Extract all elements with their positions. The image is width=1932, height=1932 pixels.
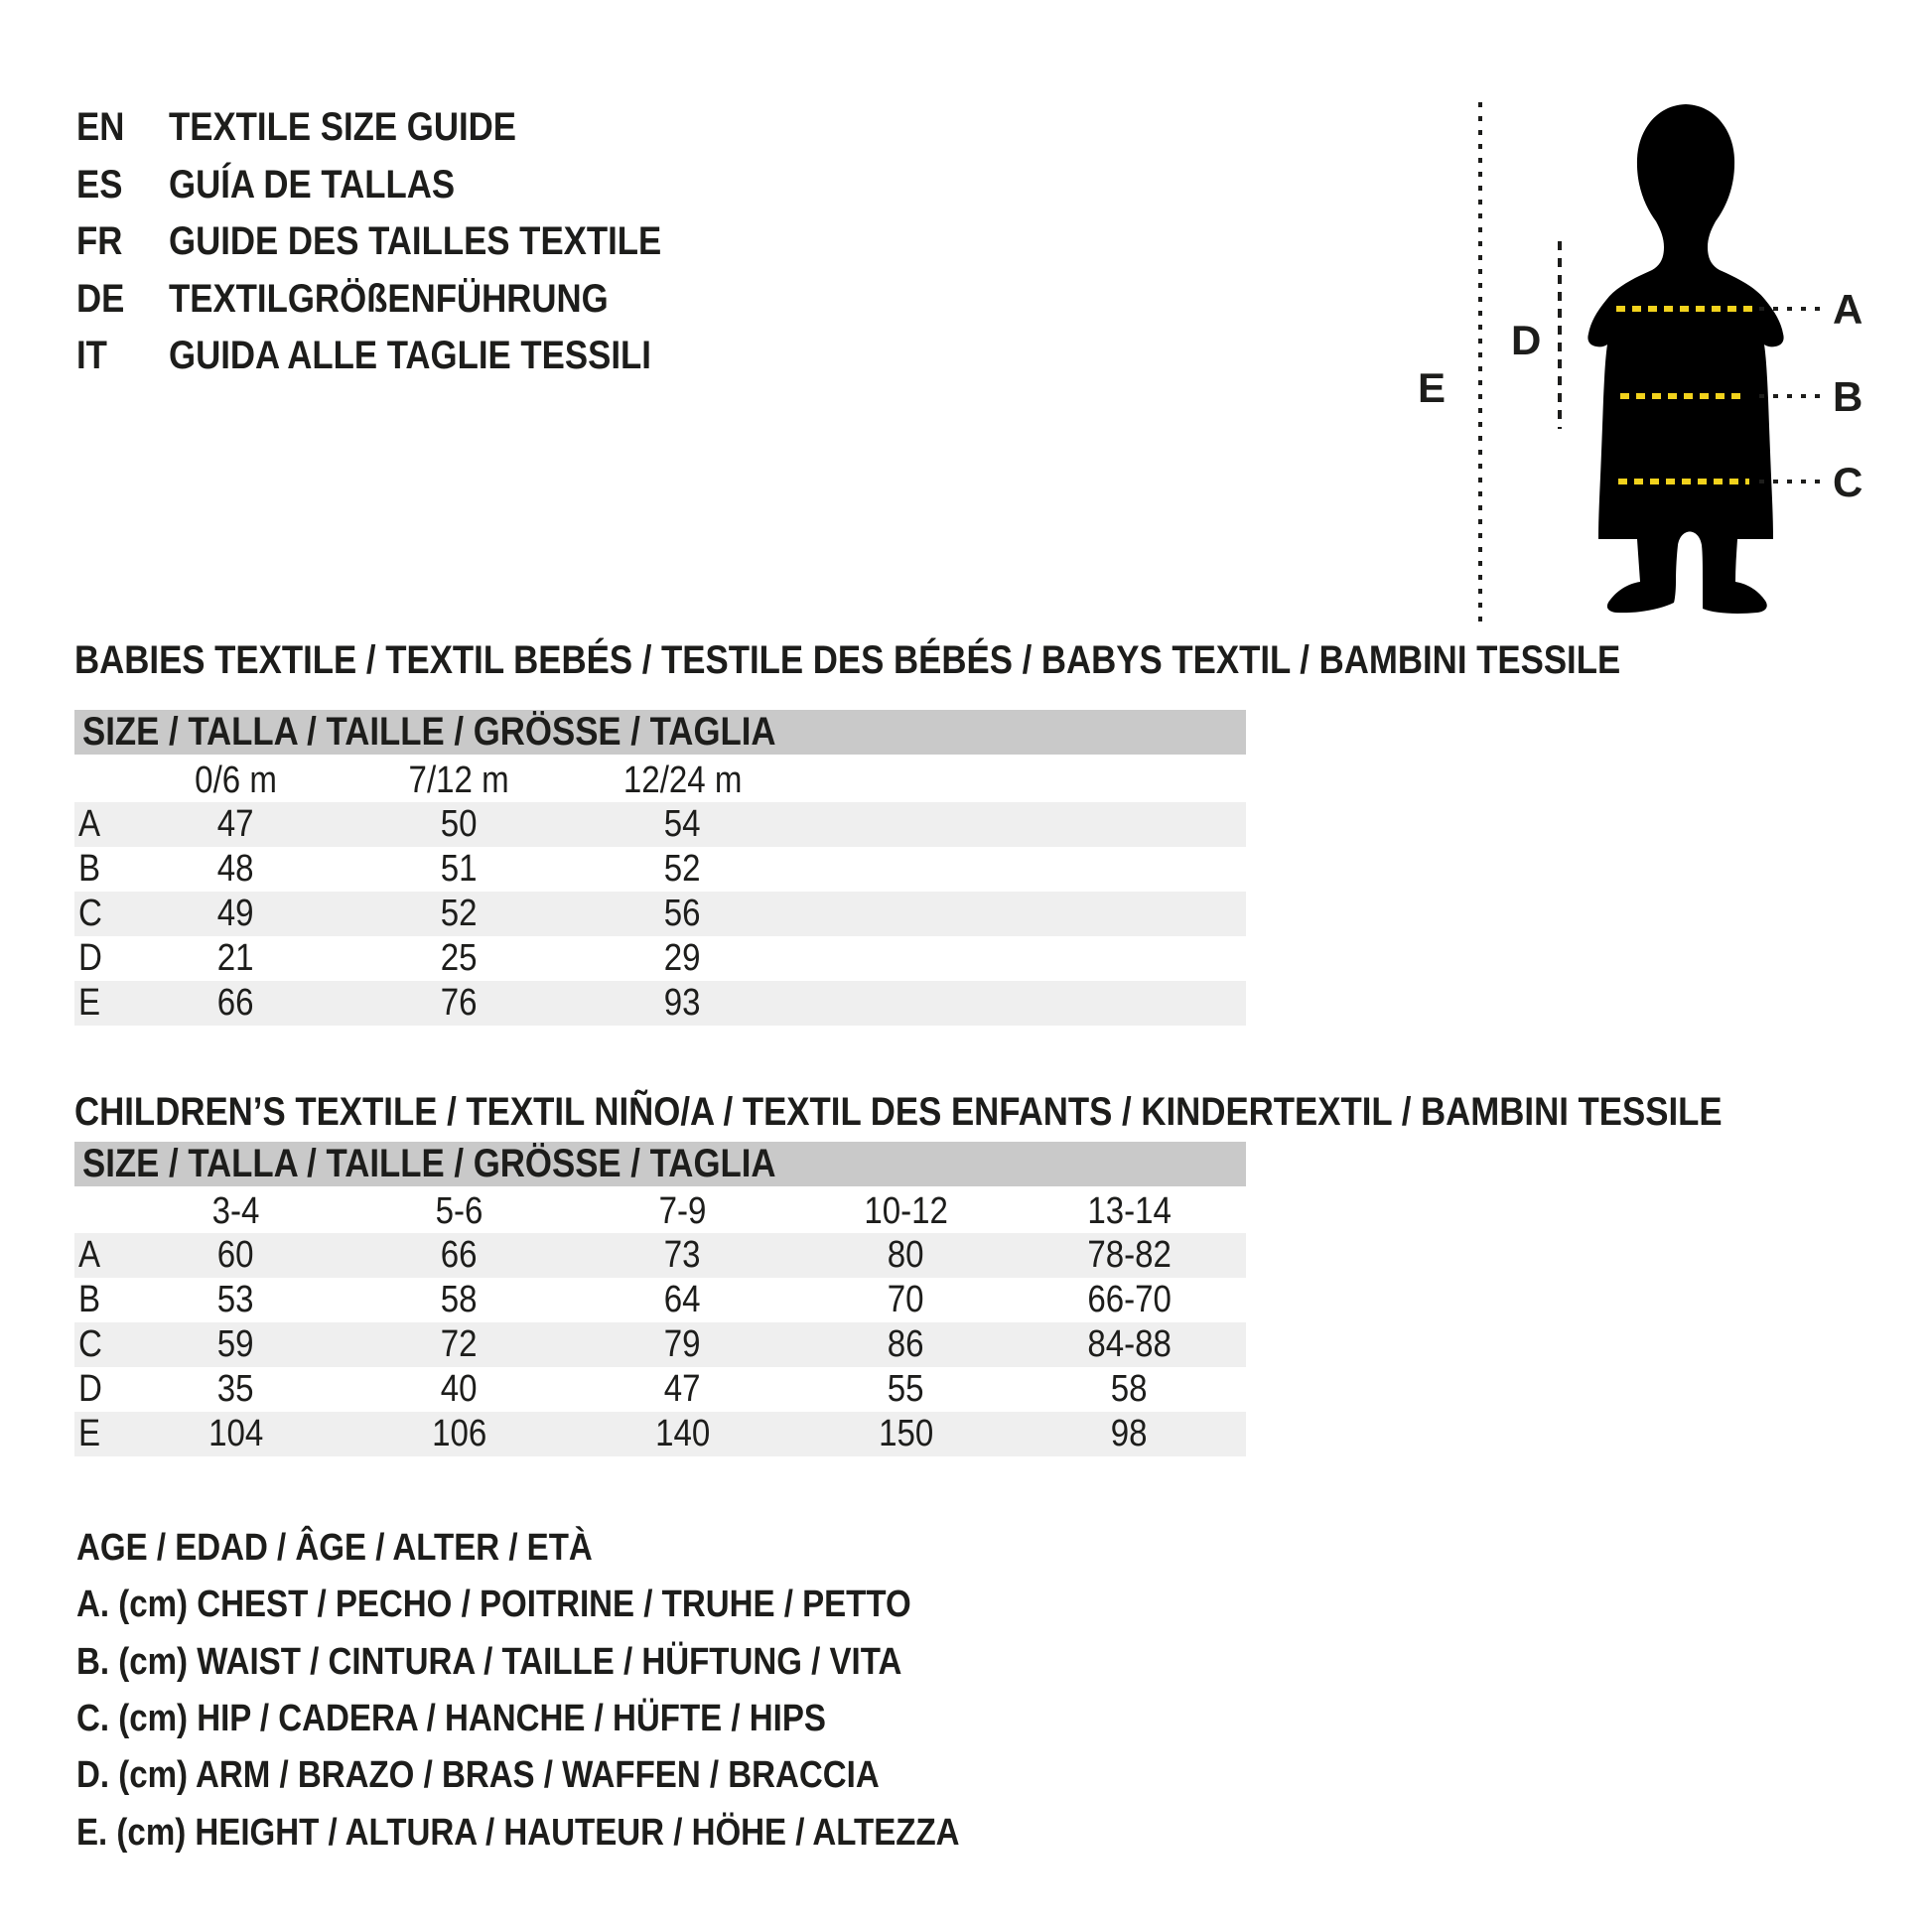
measurement-figure <box>1410 60 1926 655</box>
children-col-2: 7-9 <box>658 1190 707 1232</box>
table-row: D 21 25 29 <box>78 937 701 979</box>
table-row: B 48 51 52 <box>78 848 701 890</box>
measurement-legend <box>76 1520 1091 1862</box>
figure-label-b: B <box>1833 373 1863 420</box>
title-de: TEXTILGRÖßENFÜHRUNG <box>169 276 609 321</box>
title-en: TEXTILE SIZE GUIDE <box>169 105 516 150</box>
legend-height-line: E. (cm) HEIGHT / ALTURA / HAUTEUR / HÖHE / ALTEZZA <box>76 1811 960 1854</box>
legend-waist-line: B. (cm) WAIST / CINTURA / TAILLE / HÜFTUNG / VITA <box>76 1640 902 1683</box>
children-size-table <box>74 1190 1246 1456</box>
babies-size-table <box>74 759 1246 1026</box>
legend-chest-line: A. (cm) CHEST / PECHO / POITRINE / TRUHE / PETTO <box>76 1584 911 1626</box>
child-silhouette <box>1587 104 1783 614</box>
children-size-header-bar <box>74 1142 1246 1186</box>
table-header-row <box>74 1190 1246 1233</box>
table-row: B 53 58 64 70 66-70 <box>78 1279 1172 1320</box>
figure-label-a: A <box>1833 286 1863 333</box>
table-row: C 59 72 79 86 84-88 <box>74 1322 1246 1367</box>
babies-col-1: 7/12 m <box>408 759 510 801</box>
table-row: E 104 106 140 150 98 <box>74 1412 1246 1456</box>
list-item <box>76 157 735 214</box>
table-row: D 35 40 47 55 58 <box>78 1368 1148 1410</box>
title-fr: GUIDE DES TAILLES TEXTILE <box>169 219 662 264</box>
lang-code-fr: FR <box>76 219 123 264</box>
figure-label-e: E <box>1418 364 1447 411</box>
table-row: C 49 52 56 <box>74 892 1246 936</box>
list-item <box>76 213 735 271</box>
title-it: GUIDA ALLE TAGLIE TESSILI <box>169 334 651 378</box>
babies-size-header-label: SIZE / TALLA / TAILLE / GRÖSSE / TAGLIA <box>82 710 776 754</box>
legend-arm-line: D. (cm) ARM / BRAZO / BRAS / WAFFEN / BRACCIA <box>76 1754 880 1797</box>
table-row: A 60 66 73 80 78-82 <box>74 1233 1246 1278</box>
legend-hip-line: C. (cm) HIP / CADERA / HANCHE / HÜFTE / HIPS <box>76 1698 826 1740</box>
children-col-3: 10-12 <box>864 1190 948 1232</box>
lang-code-de: DE <box>76 276 125 321</box>
language-title-list <box>76 99 735 385</box>
lang-code-es: ES <box>76 162 123 207</box>
figure-label-c: C <box>1833 459 1863 505</box>
list-item <box>76 328 735 385</box>
table-header-row <box>74 759 1246 802</box>
figure-label-d: D <box>1511 317 1542 363</box>
children-col-4: 13-14 <box>1087 1190 1172 1232</box>
table-row: A 47 50 54 <box>74 802 1246 847</box>
children-col-0: 3-4 <box>211 1190 260 1232</box>
list-item <box>76 99 735 157</box>
children-col-1: 5-6 <box>435 1190 483 1232</box>
babies-col-0: 0/6 m <box>195 759 277 801</box>
babies-col-2: 12/24 m <box>622 759 743 801</box>
children-size-header-label: SIZE / TALLA / TAILLE / GRÖSSE / TAGLIA <box>82 1142 776 1185</box>
lang-code-en: EN <box>76 105 125 150</box>
table-row: E 66 76 93 <box>74 981 1246 1026</box>
babies-section-heading: BABIES TEXTILE / TEXTIL BEBÉS / TESTILE DES BÉBÉS / BABYS TEXTIL / BAMBINI TESSILE <box>74 638 1621 682</box>
title-es: GUÍA DE TALLAS <box>169 162 456 207</box>
children-section-heading: CHILDREN’S TEXTILE / TEXTIL NIÑO/A / TEXTIL DES ENFANTS / KINDERTEXTIL / BAMBINI TESSILE <box>74 1090 1723 1134</box>
babies-size-header-bar <box>74 710 1246 755</box>
legend-age-line: AGE / EDAD / ÂGE / ALTER / ETÀ <box>76 1527 593 1570</box>
list-item <box>76 271 735 329</box>
lang-code-it: IT <box>76 334 107 378</box>
